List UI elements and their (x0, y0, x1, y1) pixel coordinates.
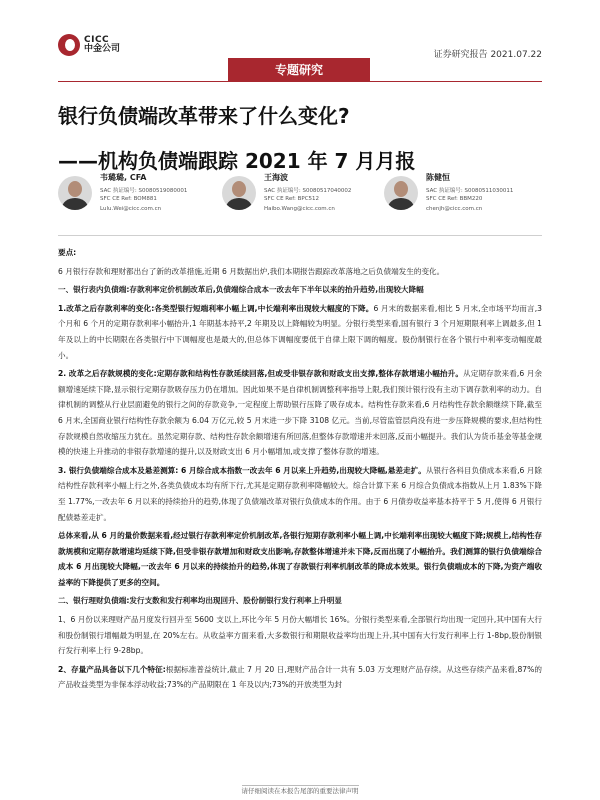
paragraph-text: 根据标准普益统计,截止 7 月 20 日,理财产品合计一共有 5.03 万支理财产品存续。从这些存续产品来看,87%的产品收益类型为非保本浮动收益;73%的产品期限在 1 年及以内;73%的开放类型为封 (58, 664, 542, 690)
author-card (384, 168, 544, 228)
paragraph (58, 528, 542, 590)
paragraph-lead: 1.改革之后存款利率的变化:各类型银行短端利率小幅上调,中长端利率出现较大幅度的下降。 (58, 303, 374, 313)
author-sfc: SFC CE Ref: BOM881 (100, 196, 157, 202)
intro-paragraph: 6 月银行存款和理财都出台了新的改革措施,近期 6 月数据出炉,我们本期报告跟踪改革落地之后负债端发生的变化。 (58, 266, 445, 276)
author-card (58, 168, 218, 228)
author-email[interactable]: Lulu.Wei@cicc.com.cn (100, 206, 162, 212)
paragraph-text: 从银行各科目负债成本来看,6 月除结构性存款利率小幅上行之外,各类负债成本均有所下行,尤其是定期存款利率降幅较大。综合计算下来 6 月综合负债成本指数从上月 1.83%下降至 1.77%,一改去年 6 月以来的持续抬升的趋势,体现了负债端改革对银行负债成本的作用。由于 6 月债券收益率基本持平于 5 月,使得 6 月银行配债悬差走扩。 (58, 465, 542, 522)
author-name: 陈健恒 (426, 173, 450, 182)
paragraph-text: 从定期存款来看,6 月余额增速延续下降,显示银行定期存款吸存压力仍在增加。因此如果不是自律机制调整利率指导上限,我们预计银行没有主动下调存款利率的动力。自律机制的调整从行业层面避免的银行之间的存款竞争,一定程度上帮助银行压降了吸存成本。结构性存款来看,6 月结构性存款余额继续下降,截至 6 月末,全国商业银行结构性存款余额为 6.04 万亿元,较 5 月末进一步下降 3108 亿元。当前,尽管监管层尚没有进一步压降规模的要求,但结构性存款规模自然收缩压力犹在。虽然定期存款、结构性存款余额增速有所回落,但整体存款增速并未回落,反而小幅提升。我们认为货币基金等基金规模的快速上升推动的非银存款增速的提升,以及财政支出 6 月小幅增加,或支撑了整体存款的增速。 (58, 369, 542, 457)
author-email[interactable]: Haibo.Wang@cicc.com.cn (264, 206, 335, 212)
author-photo (222, 176, 256, 210)
section-2-heading (58, 593, 542, 609)
report-type-banner: 专题研究 (228, 58, 370, 82)
report-title: 银行负债端改革带来了什么变化? (58, 104, 350, 128)
paragraph: 1、6 月份以来理财产品月度发行回升至 5600 支以上,环比今年 5 月份大幅增长 16%。分银行类型来看,全部银行均出现一定回升,其中国有大行和股份制银行增幅最为明显,在 20%左右。从收益率方面来看,大多数银行和期限收益率均出现上升,其中国有大行发行利率上行 1-8bp,股份制银行发行利率上行 9-28bp。 (58, 615, 542, 656)
author-name: 王海波 (264, 173, 288, 182)
paragraph (58, 366, 542, 460)
logo-en: CICC (84, 35, 110, 45)
section-1-heading (58, 282, 542, 298)
author-photo (58, 176, 92, 210)
paragraph-lead: 2、存量产品具备以下几个特征: (58, 664, 166, 674)
report-subtitle: ——机构负债端跟踪 2021 年 7 月月报 (58, 149, 416, 173)
author-name: 韦璐璐, CFA (100, 173, 147, 182)
section-divider (58, 235, 542, 236)
paragraph (58, 301, 542, 363)
author-card (222, 168, 382, 228)
footer-text[interactable]: 请仔细阅读在本报告尾部的重要法律声明 (241, 787, 359, 795)
author-sfc: SFC CE Ref: BPC512 (264, 196, 320, 202)
paragraph-text: 6 月末的数据来看,相比 5 月末,全市场平均而言,3 个月和 6 个月的定期存款利率小幅抬升,1 年期基本持平,2 年期及以上降幅较为明显。分银行类型来看,国有银行 3 个月短期限利率上调最多,但 1 年及以上的中长期限在各类银行中下调幅度也是最大的,但总体下调幅度要低于自律上限下调的幅度。股份制银行在各个银行中利率变动幅度最小。 (58, 303, 542, 360)
paragraph-lead: 3. 银行负债端综合成本及悬差测算: 6 月综合成本指数一改去年 6 月以来上升趋势,出现较大降幅,悬差走扩。 (58, 465, 426, 475)
cicc-logo (58, 34, 120, 56)
section-1-label: 一、银行表内负债端: (58, 285, 130, 295)
report-body (58, 245, 542, 696)
section-2-title: 发行支数和发行利率均出现回升、股份制银行发行利率上升明显 (129, 596, 343, 606)
paragraph (58, 662, 542, 693)
logo-cn: 中金公司 (84, 44, 121, 54)
section-1-title: 存款利率定价机制改革后,负债端综合成本一改去年下半年以来的抬升趋势,出现较大降幅 (129, 285, 424, 295)
author-photo (384, 176, 418, 210)
paragraph-lead: 2. 改革之后存款规模的变化:定期存款和结构性存款延续回落,但或受非银存款和财政支出支撑,整体存款增速小幅抬升。 (58, 369, 464, 379)
footer-disclaimer (0, 786, 600, 795)
author-sac: SAC 执证编号: S0080511030011 (426, 188, 514, 194)
paragraph (58, 463, 542, 525)
author-email[interactable]: chenjh@cicc.com.cn (426, 206, 483, 212)
author-sfc: SFC CE Ref: BBM220 (426, 196, 483, 202)
report-info: 证券研究报告 2021.07.22 (433, 50, 542, 60)
author-sac: SAC 执证编号: S0080517040002 (264, 188, 352, 194)
section-2-label: 二、银行理财负债端: (58, 596, 130, 606)
author-sac: SAC 执证编号: S0080519080001 (100, 188, 188, 194)
cicc-logo-icon (58, 34, 80, 56)
header-divider (58, 81, 542, 82)
paragraph-summary: 总体来看,从 6 月的量价数据来看,经过银行存款利率定价机制改革,各银行短期存款利率小幅上调,中长端利率出现较大幅度下降;规模上,结构性存款规模和定期存款增速均延续下降,但受非银存款增加和财政支出影响,存款整体增速并未下降,反而出现了小幅抬升。我们测算的银行负债端综合成本 6 月出现较大降幅,一改去年 6 月以来的持续抬升的趋势,体现了存款银行利率机制改革的降成本效果。银行负债端成本的下降,为资产端收益率的下降提供了更多的空间。 (58, 531, 542, 587)
summary-label: 要点: (58, 248, 77, 257)
